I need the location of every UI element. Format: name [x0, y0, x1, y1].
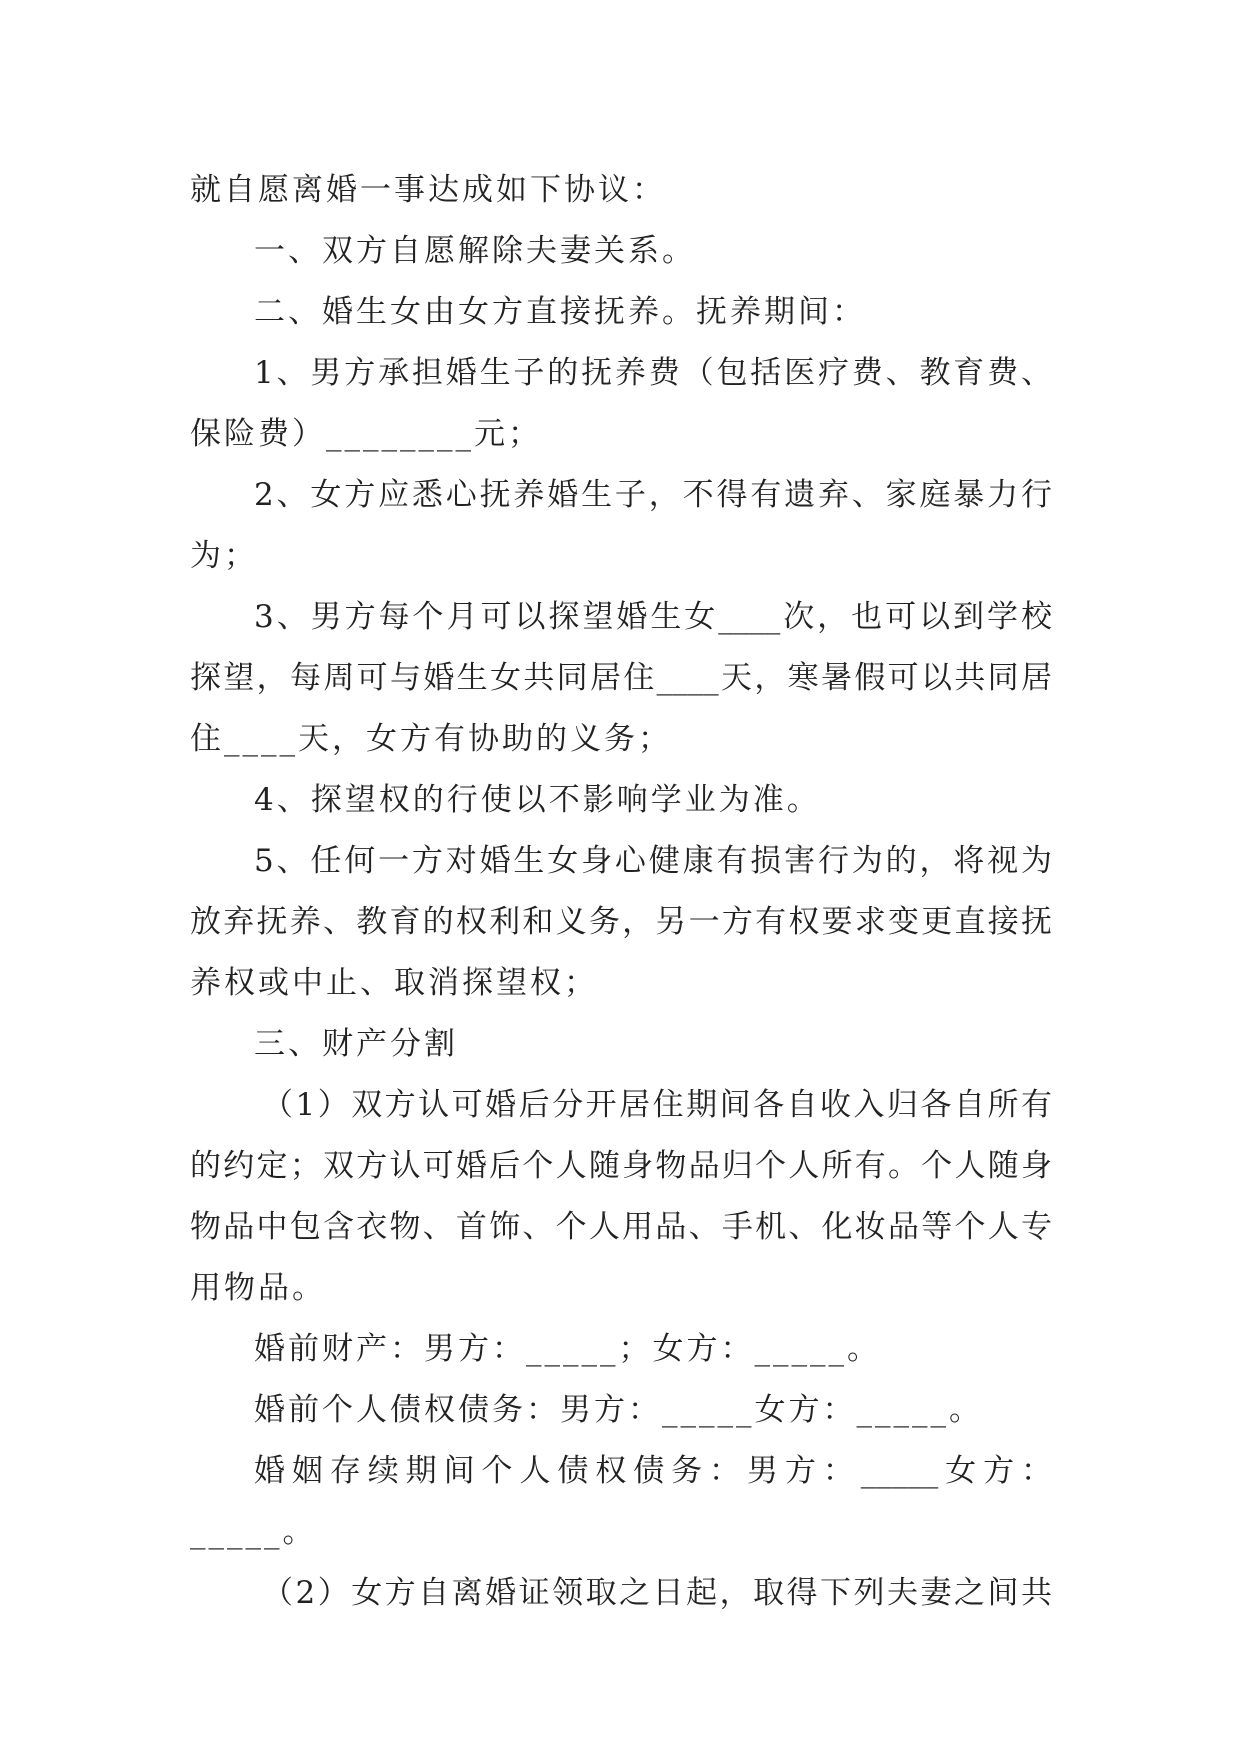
text-line: 4、探望权的行使以不影响学业为准。: [254, 782, 821, 818]
text-line: 婚姻存续期间个人债权债务：男方：_____女方：: [254, 1453, 1052, 1489]
text-line: 3、男方每个月可以探望婚生女____次，也可以到学校: [254, 599, 1052, 635]
text-line: （1）双方认可婚后分开居住期间各自收入归各自所有: [262, 1087, 1052, 1123]
text-line: 婚前财产：男方：_____；女方：_____。: [254, 1331, 881, 1367]
text-line: 放弃抚养、教育的权利和义务，另一方有权要求变更直接抚: [190, 904, 1052, 940]
text-line: 探望，每周可与婚生女共同居住____天，寒暑假可以共同居: [190, 660, 1052, 696]
text-line: 5、任何一方对婚生女身心健康有损害行为的，将视为: [254, 843, 1052, 879]
agreement-text: [190, 160, 1052, 1624]
text-line: 1、男方承担婚生子的抚养费（包括医疗费、教育费、: [254, 355, 1052, 391]
text-line: 一、双方自愿解除夫妻关系。: [254, 233, 696, 269]
text-line: 保险费）________元；: [190, 416, 542, 452]
text-line: 养权或中止、取消探望权；: [190, 965, 598, 1001]
text-line: 物品中包含衣物、首饰、个人用品、手机、化妆品等个人专: [190, 1209, 1052, 1245]
text-line: 为；: [190, 538, 258, 574]
text-line: 二、婚生女由女方直接抚养。抚养期间：: [254, 294, 866, 330]
section-heading: 三、财产分割: [254, 1026, 458, 1062]
text-line: 就自愿离婚一事达成如下协议：: [190, 172, 666, 208]
text-line: （2）女方自离婚证领取之日起，取得下列夫妻之间共: [262, 1575, 1052, 1611]
text-line: 的约定；双方认可婚后个人随身物品归个人所有。个人随身: [190, 1148, 1052, 1184]
text-line: 住____天，女方有协助的义务；: [190, 721, 672, 757]
text-line: _____。: [190, 1514, 317, 1550]
text-line: 用物品。: [190, 1270, 326, 1306]
text-line: 2、女方应悉心抚养婚生子，不得有遗弃、家庭暴力行: [254, 477, 1052, 513]
text-line: 婚前个人债权债务：男方：_____女方：_____。: [254, 1392, 983, 1428]
